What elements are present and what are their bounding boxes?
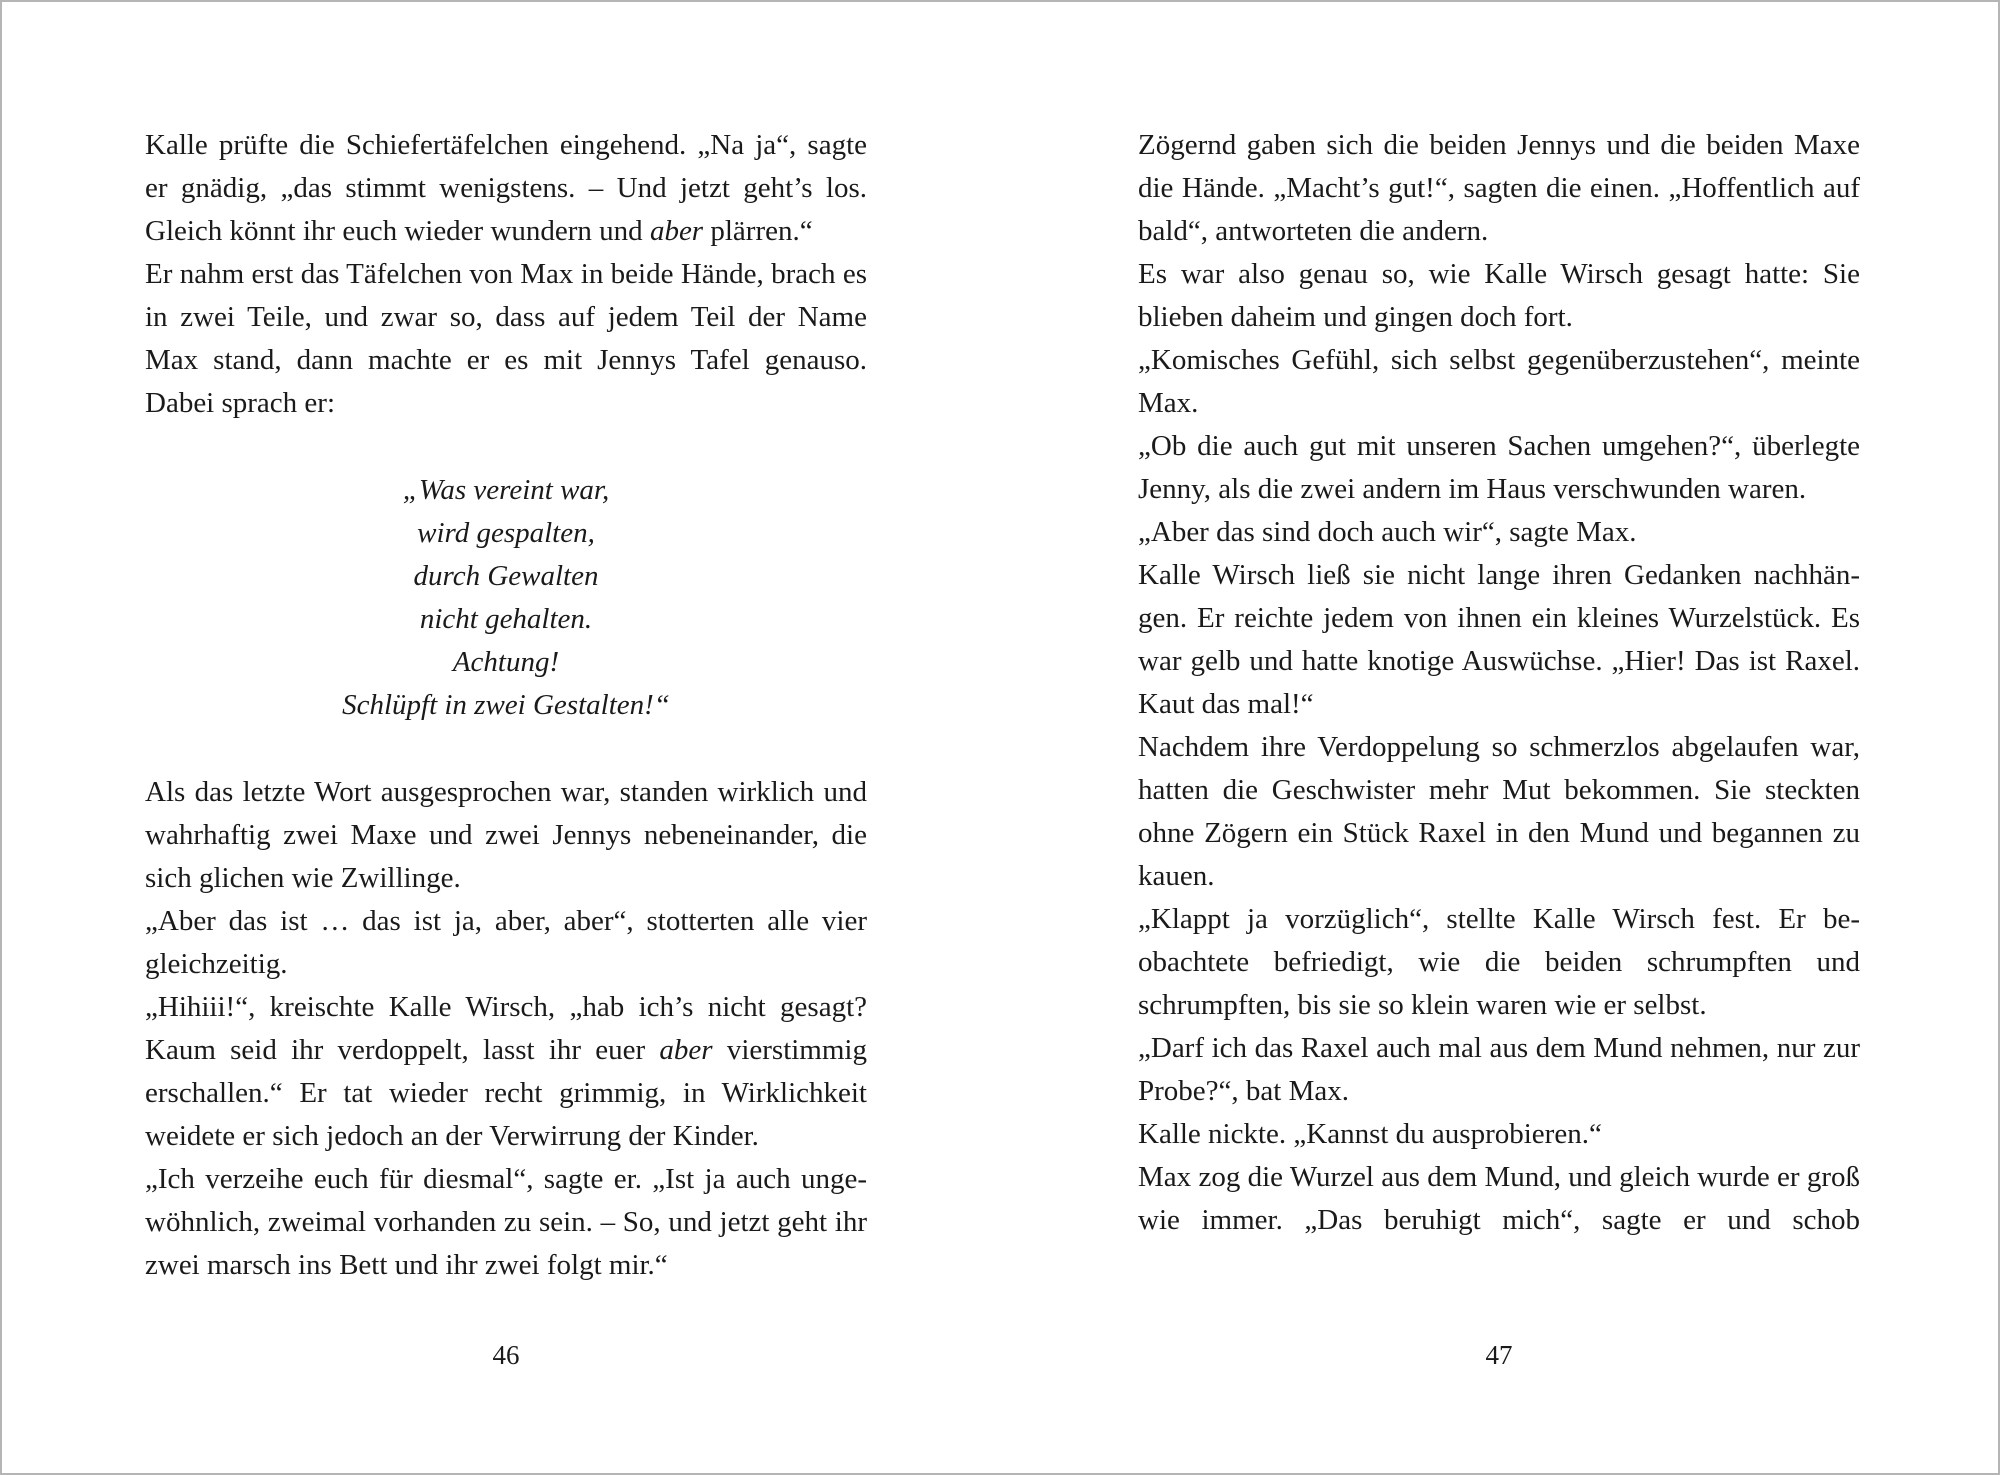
text-run: vierstimmig erschallen.“ Er tat wieder recht grimmig, in Wirklichkeit weidete er sich jedoch an der Verwirrung der Kinder. <box>145 1034 867 1152</box>
paragraph: Zögernd gaben sich die beiden Jennys und die beiden Maxe die Hände. „Macht’s gut!“, sagten die einen. „Hoffentlich auf bald“, antworteten die andern. <box>1138 129 1860 247</box>
paragraph <box>145 124 867 253</box>
emphasis: aber <box>659 1034 713 1066</box>
paragraph: Kalle Wirsch ließ sie nicht lange ihren Gedanken nachhängen. Er reichte jedem von ihnen ein kleines Wurzelstück. Es war gelb und hatte knotige Auswüchse. „Hier! Das ist Raxel. Kaut das mal!“ <box>1138 559 1860 720</box>
page-number-left: 46 <box>492 1340 520 1370</box>
paragraph <box>145 986 867 1158</box>
verse-line: nicht gehalten. <box>419 603 593 635</box>
paragraph: „Komisches Gefühl, sich selbst gegenüberzustehen“, meinte Max. <box>1138 344 1860 419</box>
verse-line: durch Gewalten <box>413 560 599 592</box>
paragraph: Er nahm erst das Täfelchen von Max in beide Hände, brach es in zwei Teile, und zwar so, dass auf jedem Teil der Name Max stand, dann machte er es mit Jennys Tafel genauso. Dabei sprach er: <box>145 258 867 419</box>
verse-line: wird gespalten, <box>417 517 595 549</box>
verse-block <box>145 469 867 727</box>
text-run: Kalle prüfte die Schiefertäfelchen eingehend. „Na ja“, sagte er gnädig, „das stimmt wenigstens. – Und jetzt geht’s los. Gleich könnt ihr euch wieder wundern und <box>145 129 867 247</box>
paragraph: „Ob die auch gut mit unseren Sachen umgehen?“, überlegte Jenny, als die zwei andern im Haus verschwunden waren. <box>1138 430 1860 505</box>
emphasis: aber <box>649 215 704 247</box>
page-number-right: 47 <box>1485 1340 1513 1370</box>
text-run: plärren.“ <box>703 215 813 247</box>
verse-line: Achtung! <box>452 646 560 678</box>
paragraph: Als das letzte Wort ausgesprochen war, standen wirklich und wahrhaftig zwei Maxe und zwei Jennys nebeneinander, die sich glichen wie Zwillinge. <box>145 776 867 894</box>
paragraph: „Aber das ist … das ist ja, aber, aber“, stotterten alle vier gleichzeitig. <box>145 905 867 980</box>
paragraph: Max zog die Wurzel aus dem Mund, und gleich wurde er groß wie immer. „Das beruhigt mich“, sagte er und schob <box>1138 1161 1860 1236</box>
paragraph: „Ich verzeihe euch für diesmal“, sagte er. „Ist ja auch ungewöhnlich, zweimal vorhanden zu sein. – So, und jetzt geht ihr zwei marsch ins Bett und ihr zwei folgt mir.“ <box>145 1163 867 1281</box>
paragraph: Es war also genau so, wie Kalle Wirsch gesagt hatte: Sie blieben daheim und gingen doch fort. <box>1138 258 1860 333</box>
paragraph: „Darf ich das Raxel auch mal aus dem Mund nehmen, nur zur Probe?“, bat Max. <box>1138 1032 1860 1107</box>
paragraph: „Aber das sind doch auch wir“, sagte Max. <box>1138 516 1637 548</box>
paragraph: Nachdem ihre Verdoppelung so schmerzlos abgelaufen war, hatten die Geschwister mehr Mut bekommen. Sie steckten ohne Zögern ein Stück Raxel in den Mund und begannen zu kauen. <box>1138 731 1860 892</box>
paragraph: „Klappt ja vorzüglich“, stellte Kalle Wirsch fest. Er beobachtete befriedigt, wie die beiden schrumpften und schrumpften, bis sie so klein waren wie er selbst. <box>1138 903 1860 1021</box>
verse-line: Schlüpft in zwei Gestalten!“ <box>342 689 670 721</box>
verse-line: „Was vereint war, <box>402 474 610 506</box>
right-page <box>1138 124 1860 1242</box>
paragraph: Kalle nickte. „Kannst du ausprobieren.“ <box>1138 1118 1602 1150</box>
left-page <box>145 124 867 1287</box>
text-run: „Hihiii!“, kreischte Kalle Wirsch, „hab ich’s nicht gesagt? Kaum seid ihr verdoppelt, lasst ihr euer <box>145 991 867 1066</box>
